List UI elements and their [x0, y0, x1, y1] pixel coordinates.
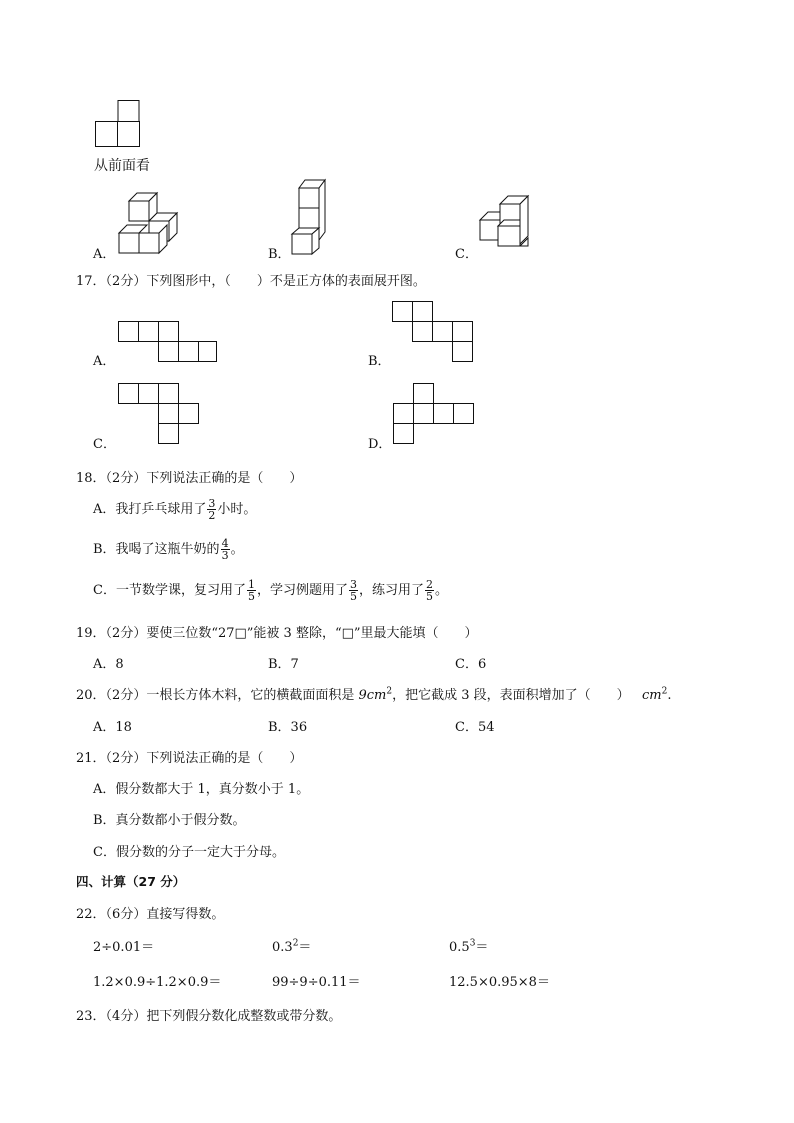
q20-option-a[interactable]: A．18 — [93, 720, 132, 735]
fraction — [425, 579, 434, 602]
q22-item-3-tail: ＝ — [475, 940, 489, 955]
q22-item-6: 12.5×0.95×8＝ — [449, 975, 550, 990]
q20-area-exp: 2 — [386, 686, 393, 697]
section-4-title: 四、计算（27 分） — [76, 874, 186, 889]
q17-option-a-net[interactable] — [118, 321, 218, 363]
q18-c-mid1: ，学习例题用了 — [256, 583, 348, 598]
q17-option-d-net[interactable] — [393, 383, 475, 445]
front-view-caption: 从前面看 — [94, 158, 150, 174]
fraction-numerator: 3 — [208, 497, 216, 510]
front-view-figure — [95, 100, 141, 148]
q22-item-3 — [449, 936, 488, 955]
fraction-denominator: 2 — [208, 509, 216, 522]
q18-b-pre: B．我喝了这瓶牛奶的 — [93, 542, 220, 557]
q19-option-c[interactable]: C．6 — [455, 657, 487, 672]
q18-option-c[interactable] — [93, 579, 448, 602]
q17-option-a-label[interactable]: A． — [93, 354, 116, 369]
q17-option-b-label[interactable]: B． — [368, 354, 391, 369]
q18-a-pre: A．我打乒乓球用了 — [93, 502, 207, 517]
fraction — [207, 498, 216, 521]
q16-option-a-cubes[interactable] — [117, 193, 181, 255]
fraction-numerator: 4 — [221, 537, 229, 550]
q17-option-b-net[interactable] — [392, 301, 474, 363]
fraction-denominator: 5 — [247, 590, 255, 603]
q18-a-post: 小时。 — [217, 502, 257, 517]
q21-option-b[interactable]: B．真分数都小于假分数。 — [93, 813, 246, 828]
q20-option-b[interactable]: B．36 — [268, 720, 308, 735]
q21-stem: 21．（2分）下列说法正确的是（ ） — [76, 751, 303, 766]
q17-option-c-net[interactable] — [118, 383, 200, 445]
q22-item-3-exp: 3 — [469, 938, 476, 949]
q20-stem-end: . — [667, 688, 672, 703]
fraction-numerator: 3 — [349, 578, 357, 591]
q20-stem — [76, 684, 672, 703]
fraction-numerator: 2 — [425, 578, 433, 591]
q18-c-mid2: ，练习用了 — [358, 583, 424, 598]
q22-item-5: 99÷9÷0.11＝ — [272, 975, 361, 990]
fraction-numerator: 1 — [247, 578, 255, 591]
q20-unit-exp: 2 — [661, 686, 668, 697]
q22-item-4: 1.2×0.9÷1.2×0.9＝ — [93, 975, 222, 990]
q17-option-d-label[interactable]: D． — [368, 437, 392, 452]
q19-stem: 19．（2分）要使三位数“27□”能被 3 整除，“□”里最大能填（ ） — [76, 626, 478, 641]
q20-area: 9cm — [358, 688, 387, 703]
q16-option-c-cubes[interactable] — [478, 196, 532, 256]
q20-option-c[interactable]: C．54 — [455, 720, 495, 735]
q18-c-pre: C．一节数学课，复习用了 — [93, 583, 246, 598]
q18-option-a[interactable] — [93, 498, 256, 521]
q21-option-c[interactable]: C．假分数的分子一定大于分母。 — [93, 845, 285, 860]
q18-option-b[interactable] — [93, 538, 244, 561]
fraction — [221, 538, 230, 561]
q22-item-2-base: 0.3 — [272, 940, 293, 955]
q20-stem-mid: ，把它截成 3 段，表面积增加了（ ） — [392, 688, 630, 703]
q18-c-post: 。 — [434, 583, 448, 598]
q16-option-b-cubes[interactable] — [291, 180, 331, 255]
fraction — [349, 579, 358, 602]
q19-option-b[interactable]: B．7 — [268, 657, 299, 672]
q22-item-3-base: 0.5 — [449, 940, 470, 955]
q20-unit: cm — [642, 688, 662, 703]
q16-option-b-label[interactable]: B． — [268, 247, 291, 262]
fraction-denominator: 3 — [221, 549, 229, 562]
q22-item-2-tail: ＝ — [298, 940, 312, 955]
q22-stem: 22．（6分）直接写得数。 — [76, 907, 225, 922]
q17-stem: 17．（2分）下列图形中，（ ）不是正方体的表面展开图。 — [76, 274, 426, 289]
q19-option-a[interactable]: A．8 — [93, 657, 124, 672]
q23-stem: 23．（4分）把下列假分数化成整数或带分数。 — [76, 1009, 342, 1024]
q21-option-a[interactable]: A．假分数都大于 1，真分数小于 1。 — [93, 782, 310, 797]
fraction — [247, 579, 256, 602]
fraction-denominator: 5 — [349, 590, 357, 603]
q22-item-2 — [272, 936, 311, 955]
fraction-denominator: 5 — [425, 590, 433, 603]
q22-item-1: 2÷0.01＝ — [93, 940, 155, 955]
q17-option-c-label[interactable]: C． — [93, 437, 116, 452]
q18-stem: 18．（2分）下列说法正确的是（ ） — [76, 471, 303, 486]
q16-option-a-label[interactable]: A． — [93, 247, 116, 262]
q20-stem-pre: 20．（2分）一根长方体木料，它的横截面面积是 — [76, 688, 359, 703]
q16-option-c-label[interactable]: C． — [455, 247, 478, 262]
q22-item-2-exp: 2 — [292, 938, 299, 949]
q18-b-post: 。 — [230, 542, 244, 557]
